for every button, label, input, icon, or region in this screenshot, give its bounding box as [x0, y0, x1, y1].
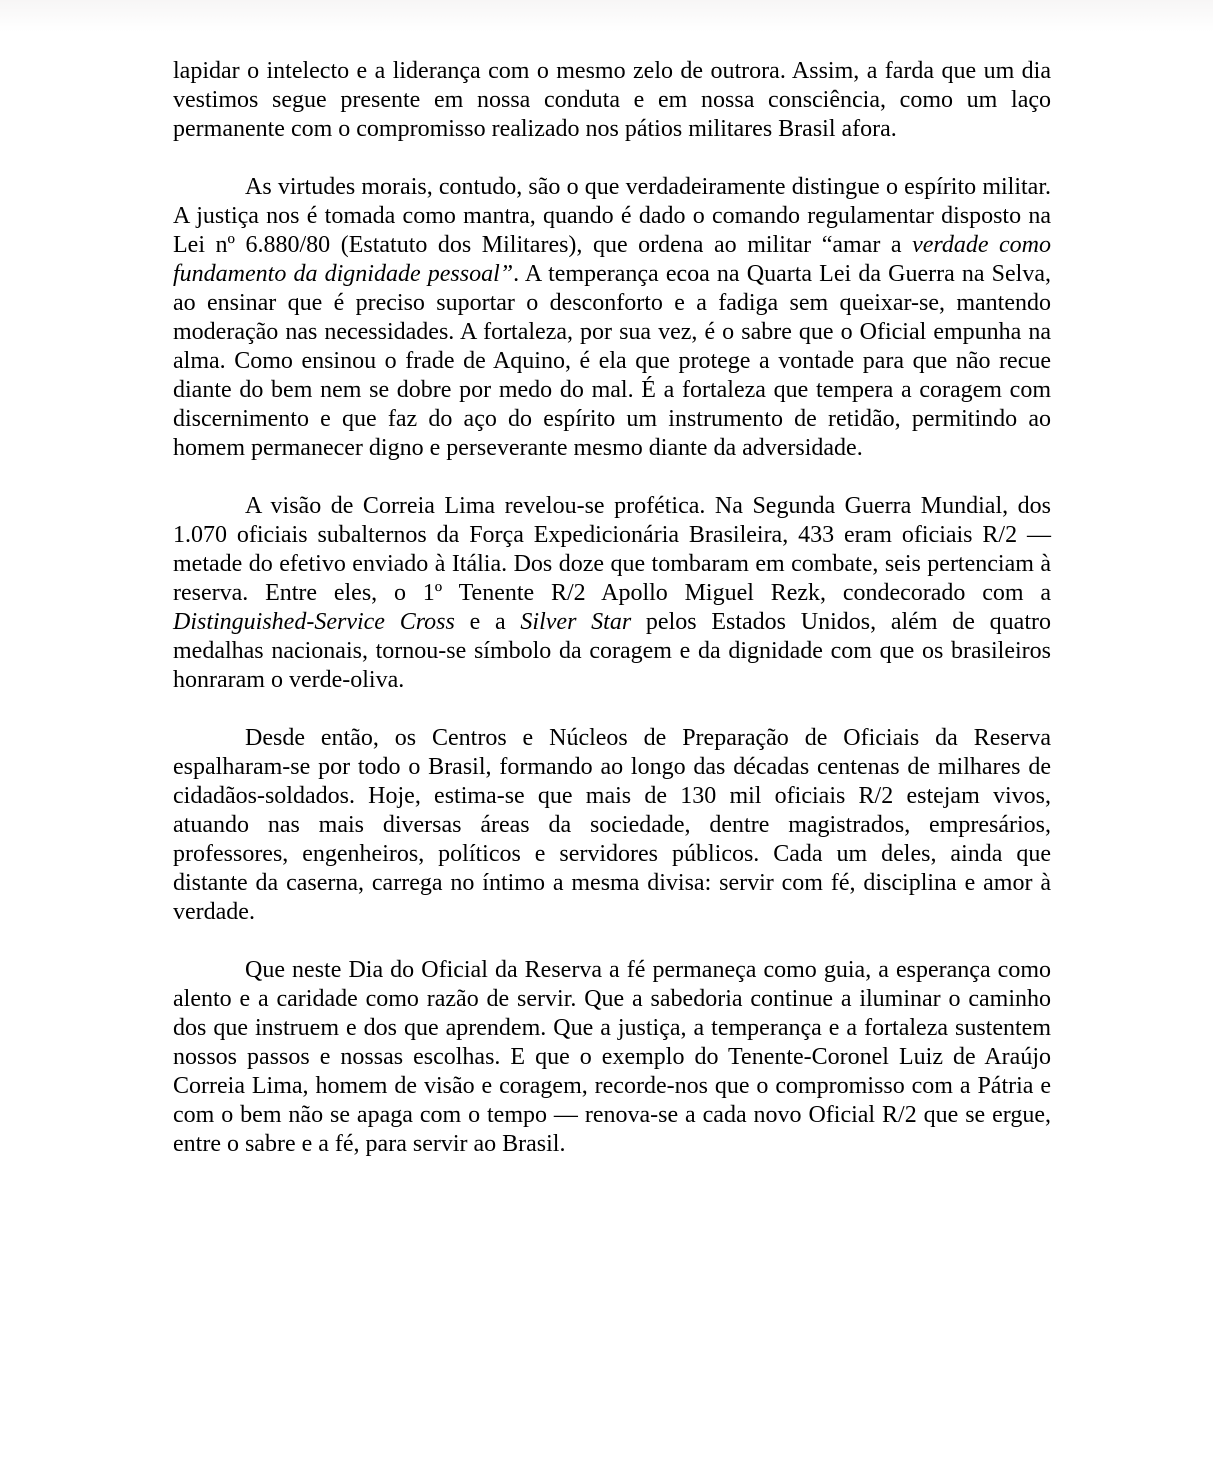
- text-run: lapidar o intelecto e a liderança com o mesmo zelo de outrora. Assim, a farda que um dia vestimos segue presente em nossa conduta e em nossa consciência, como um laço permanente com o compromisso realizado nos pátios militares Brasil afora.: [173, 58, 1051, 142]
- text-run: pelos Estados Unidos, além de quatro medalhas nacionais, tornou-se símbolo da coragem e da dignidade com que os brasileiros honraram o verde-oliva.: [173, 609, 1051, 693]
- text-run: e a: [454, 609, 521, 635]
- text-run: Que neste Dia do Oficial da Reserva a fé permaneça como guia, a esperança como alento e a caridade como razão de servir. Que a sabedoria continue a iluminar o caminho dos que instruem e dos que aprendem. Que a justiça, a temperança e a fortaleza sustentem nossos passos e nossas escolhas. E que o exemplo do Tenente-Coronel Luiz de Araújo Correia Lima, homem de visão e coragem, recorde-nos que o compromisso com a Pátria e com o bem não se apaga com o tempo — renova-se a cada novo Oficial R/2 que se ergue, entre o sabre e a fé, para servir ao Brasil.: [173, 957, 1051, 1157]
- italic-text-run: verdade como fundamento da dignidade pessoal”: [173, 232, 1052, 287]
- paragraph: [173, 956, 1051, 1159]
- text-run: As virtudes morais, contudo, são o que verdadeiramente distingue o espírito militar. A justiça nos é tomada como mantra, quando é dado o comando regulamentar disposto na Lei nº 6.880/80 (Estatuto dos Militares), que ordena ao militar “amar a: [173, 174, 1051, 258]
- document-body: [173, 57, 1051, 1188]
- paragraph: [173, 57, 1051, 144]
- text-run: A visão de Correia Lima revelou-se profética. Na Segunda Guerra Mundial, dos 1.070 oficiais subalternos da Força Expedicionária Brasileira, 433 eram oficiais R/2 — metade do efetivo enviado à Itália. Dos doze que tombaram em combate, seis pertenciam à reserva. Entre eles, o 1º Tenente R/2 Apollo Miguel Rezk, condecorado com a: [173, 493, 1051, 606]
- paragraph: [173, 724, 1051, 927]
- paragraph: [173, 492, 1051, 695]
- italic-text-run: Distinguished-Service Cross: [173, 609, 455, 635]
- paragraph: [173, 173, 1051, 463]
- text-run: Desde então, os Centros e Núcleos de Preparação de Oficiais da Reserva espalharam-se por todo o Brasil, formando ao longo das décadas centenas de milhares de cidadãos-soldados. Hoje, estima-se que mais de 130 mil oficiais R/2 estejam vivos, atuando nas mais diversas áreas da sociedade, dentre magistrados, empresários, professores, engenheiros, políticos e servidores públicos. Cada um deles, ainda que distante da caserna, carrega no íntimo a mesma divisa: servir com fé, disciplina e amor à verdade.: [173, 725, 1051, 925]
- text-run: . A temperança ecoa na Quarta Lei da Guerra na Selva, ao ensinar que é preciso suportar o desconforto e a fadiga sem queixar-se, mantendo moderação nas necessidades. A fortaleza, por sua vez, é o sabre que o Oficial empunha na alma. Como ensinou o frade de Aquino, é ela que protege a vontade para que não recue diante do bem nem se dobre por medo do mal. É a fortaleza que tempera a coragem com discernimento e que faz do aço do espírito um instrumento de retidão, permitindo ao homem permanecer digno e perseverante mesmo diante da adversidade.: [173, 261, 1052, 461]
- italic-text-run: Silver Star: [520, 609, 632, 635]
